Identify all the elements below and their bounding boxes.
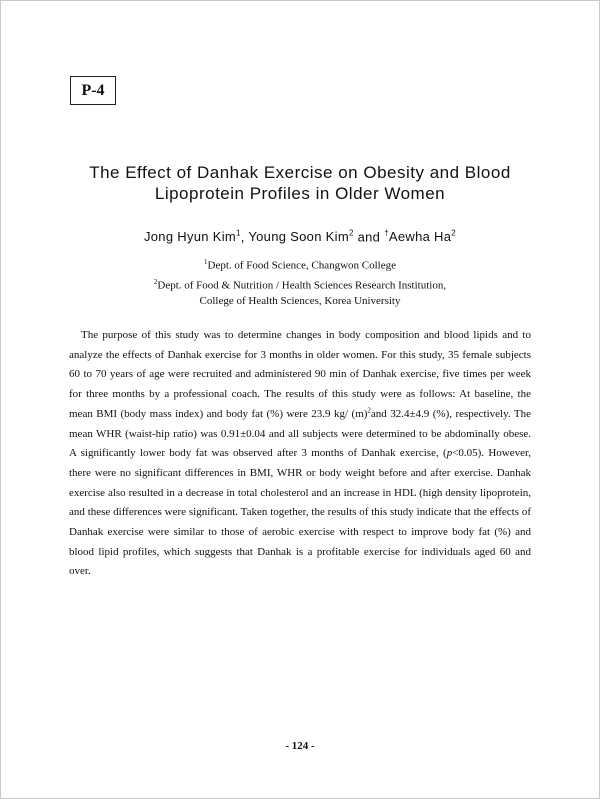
- title-line-2: Lipoprotein Profiles in Older Women: [154, 184, 446, 203]
- paper-code-badge: P-4: [70, 76, 116, 105]
- author-list: Jong Hyun Kim$^1$, Young Soon Kim$^2$ and †Aewha Ha$^2$: [143, 229, 457, 245]
- author-2: Young Soon Kim$^2$: [248, 229, 354, 245]
- affiliations: [100, 254, 500, 309]
- author-3: †Aewha Ha$^2$: [384, 229, 457, 245]
- affiliation-3: College of Health Sciences, Korea University: [199, 295, 401, 308]
- corresponding-mark: †: [384, 229, 389, 238]
- page-number: - 124 -: [285, 740, 315, 752]
- paper-title: [60, 162, 540, 204]
- affiliation-2: $^2$Dept. of Food & Nutrition / Health Sciences Research Institution,: [153, 277, 447, 292]
- title-line-1: The Effect of Danhak Exercise on Obesity and Blood: [89, 163, 511, 182]
- abstract-paragraph: The purpose of this study was to determine changes in body composition and blood lipids and to analyze the effects of Danhak exercise for 3 months in older women. For this study, 35 female subjects 60 to 70 years of age were recruited and administered 90 min of Danhak exercise, five times per week for three months by a professional coach. The results of this study were as follows: At baseline, the mean BMI (body mass index) and body fat (%) were 23.9 kg/ $(m)^2and$ 32.4±4.9 (%), respectively. The mean WHR (waist-hip ratio) was 0.91±0.04 and all subjects were determined to be abdominally obese. A significantly lower body fat was observed after 3 months of Danhak exercise, (p<0.05). However, there were no significant differences in BMI, WHR or body weight before and after exercise. Danhak exercise also resulted in a decrease in total cholesterol and an increase in HDL (high density lipoprotein, and these differences were significant. Taken together, the results of this study indicate that the effects of Danhak exercise were similar to those of aerobic exercise with respect to improve body fat (%) and blood lipid profiles, which suggests that Danhak is a profitable exercise for individuals aged 60 and over.: [69, 329, 531, 578]
- p-value-symbol: p: [446, 447, 453, 460]
- author-1: Jong Hyun Kim$^1$: [143, 229, 241, 245]
- unit-kg-m2: kg/ (m): [334, 407, 368, 420]
- affiliation-1: $^1$Dept. of Food Science, Changwon College: [204, 258, 396, 272]
